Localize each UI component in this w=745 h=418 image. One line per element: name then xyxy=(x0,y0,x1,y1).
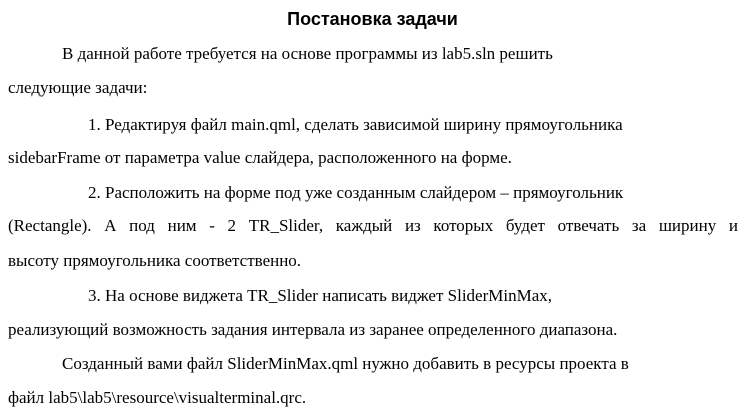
closing-line-2: файл lab5\lab5\resource\visualterminal.qrc. xyxy=(8,388,307,407)
closing-line-1: Созданный вами файл SliderMinMax.qml нужно добавить в ресурсы проекта в xyxy=(62,354,629,373)
intro-line-1: В данной работе требуется на основе программы из lab5.sln решить xyxy=(62,44,553,63)
task-3-line-1: 3. На основе виджета TR_Slider написать виджет SliderMinMax, xyxy=(88,286,552,305)
task-1-line-2: sidebarFrame от параметра value слайдера, расположенного на форме. xyxy=(8,148,512,167)
task-2-line-3: высоту прямоугольника соответственно. xyxy=(8,251,302,270)
section-heading: Постановка задачи xyxy=(287,9,458,29)
task-2-line-1: 2. Расположить на форме под уже созданным слайдером – прямоугольник xyxy=(88,183,624,202)
task-1-line-1: 1. Редактируя файл main.qml, сделать зависимой ширину прямоугольника xyxy=(88,115,623,134)
task-2-line-2: (Rectangle). А под ним - 2 TR_Slider, каждый из которых будет отвечать за ширину и xyxy=(8,216,738,235)
task-3-line-2: реализующий возможность задания интервала из заранее определенного диапазона. xyxy=(8,320,618,339)
intro-line-2: следующие задачи: xyxy=(8,78,148,97)
